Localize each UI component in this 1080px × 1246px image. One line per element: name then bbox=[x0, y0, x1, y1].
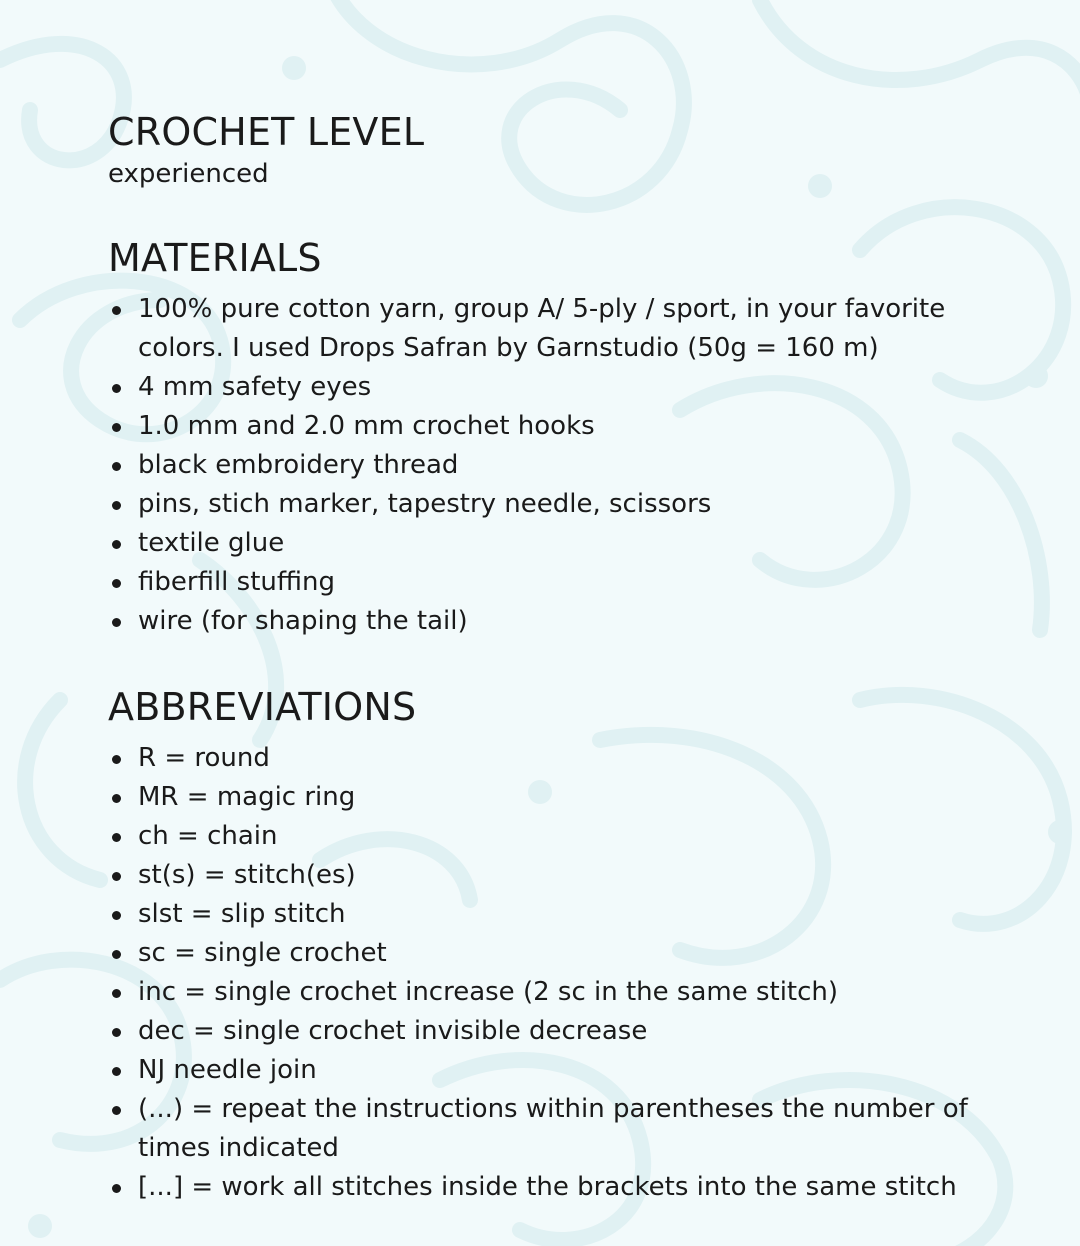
list-item: 1.0 mm and 2.0 mm crochet hooks bbox=[108, 407, 1008, 446]
list-item: 4 mm safety eyes bbox=[108, 368, 1008, 407]
list-item: 100% pure cotton yarn, group A/ 5-ply / sport, in your favorite colors. I used Drops Safran by Garnstudio (50g = 160 m) bbox=[108, 290, 1008, 368]
list-item: MR = magic ring bbox=[108, 778, 1008, 817]
abbreviations-section bbox=[108, 683, 1008, 1207]
list-item: dec = single crochet invisible decrease bbox=[108, 1012, 1008, 1051]
list-item: wire (for shaping the tail) bbox=[108, 602, 1008, 641]
list-item: black embroidery thread bbox=[108, 446, 1008, 485]
list-item: R = round bbox=[108, 739, 1008, 778]
list-item: fiberfill stuffing bbox=[108, 563, 1008, 602]
crochet-level-value: experienced bbox=[108, 159, 269, 189]
list-item: sc = single crochet bbox=[108, 934, 1008, 973]
abbreviations-list bbox=[108, 739, 1008, 1207]
pattern-info bbox=[108, 108, 1008, 1207]
materials-section bbox=[108, 234, 1008, 641]
abbreviations-title: ABBREVIATIONS bbox=[108, 685, 417, 729]
list-item: slst = slip stitch bbox=[108, 895, 1008, 934]
materials-list bbox=[108, 290, 1008, 641]
list-item: NJ needle join bbox=[108, 1051, 1008, 1090]
crochet-level-section bbox=[108, 108, 1008, 192]
list-item: textile glue bbox=[108, 524, 1008, 563]
list-item: st(s) = stitch(es) bbox=[108, 856, 1008, 895]
list-item: [...] = work all stitches inside the brackets into the same stitch bbox=[108, 1168, 1008, 1207]
materials-title: MATERIALS bbox=[108, 236, 322, 280]
list-item: inc = single crochet increase (2 sc in the same stitch) bbox=[108, 973, 1008, 1012]
list-item: (...) = repeat the instructions within parentheses the number of times indicated bbox=[108, 1090, 1008, 1168]
list-item: ch = chain bbox=[108, 817, 1008, 856]
list-item: pins, stich marker, tapestry needle, scissors bbox=[108, 485, 1008, 524]
crochet-level-title: CROCHET LEVEL bbox=[108, 110, 425, 154]
